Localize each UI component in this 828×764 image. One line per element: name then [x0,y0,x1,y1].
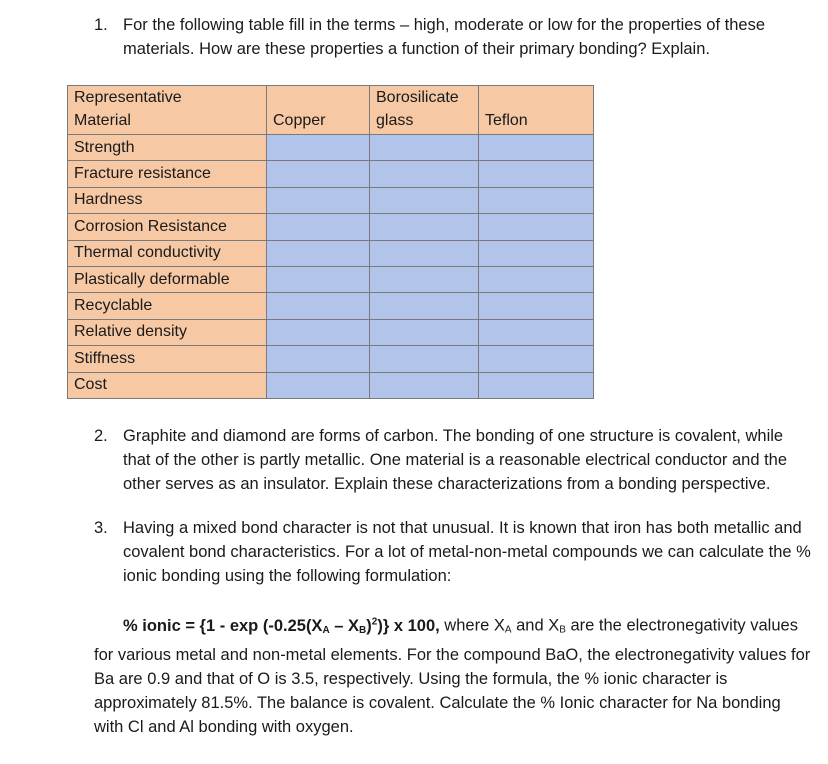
answer-cell[interactable] [370,135,479,161]
formula-sub: A [322,624,330,636]
row-label: Relative density [68,319,267,345]
answer-cell[interactable] [267,135,370,161]
question-3-number: 3. [94,519,108,537]
table-row [68,293,594,319]
answer-cell[interactable] [479,187,594,213]
table-row [68,214,594,240]
answer-cell[interactable] [479,319,594,345]
row-label: Thermal conductivity [68,240,267,266]
formula-bold [123,617,440,635]
formula-part: % ionic = {1 - exp (-0.25(X [123,616,323,635]
header-borosilicate-glass [370,86,479,135]
answer-cell[interactable] [370,319,479,345]
answer-cell[interactable] [479,266,594,292]
formula-part: – X [329,616,360,635]
answer-cell[interactable] [267,240,370,266]
answer-cell[interactable] [370,161,479,187]
answer-cell[interactable] [267,319,370,345]
formula-sub: B [359,624,367,636]
question-3 [94,516,814,588]
answer-cell[interactable] [267,372,370,398]
header-copper: Copper [267,86,370,135]
formula-part: )} x 100, [377,616,440,635]
formula-part: ) [366,616,372,635]
answer-cell[interactable] [370,187,479,213]
formula-text: where X [439,616,505,635]
answer-cell[interactable] [479,240,594,266]
row-label: Corrosion Resistance [68,214,267,240]
answer-cell[interactable] [267,161,370,187]
table-row [68,135,594,161]
row-label: Hardness [68,187,267,213]
table-row [68,266,594,292]
row-label: Strength [68,135,267,161]
formula-paragraph [94,610,814,739]
question-1-number: 1. [94,16,108,34]
answer-cell[interactable] [479,346,594,372]
table-header-row [68,86,594,135]
question-2 [94,424,814,496]
header-col2-line1: Borosilicate [376,89,459,106]
header-representative-material [68,86,267,135]
header-label-line2: Material [74,112,131,129]
answer-cell[interactable] [370,293,479,319]
row-label: Plastically deformable [68,266,267,292]
answer-cell[interactable] [370,372,479,398]
formula-text: and X [511,616,560,635]
header-teflon: Teflon [479,86,594,135]
table-row [68,346,594,372]
row-label: Cost [68,372,267,398]
answer-cell[interactable] [479,135,594,161]
header-label-line1: Representative [74,89,182,106]
answer-cell[interactable] [267,214,370,240]
answer-cell[interactable] [479,372,594,398]
formula-sub: B [559,624,566,636]
formula-sub: A [504,624,512,636]
answer-cell[interactable] [267,187,370,213]
formula-text: are the electronegativity values for various metal and non-metal elements. For the compound BaO, the electronegativity values for Ba are 0.9 and that of O is 3.5, respectively. Using the formula, the % ionic character is approximately 81.5%. The balance is covalent. Calculate the % Ionic character for Na bonding with Cl and Al bonding with oxygen. [94,616,811,736]
answer-cell[interactable] [267,266,370,292]
formula-sup: 2 [371,616,378,627]
answer-cell[interactable] [370,240,479,266]
table-row [68,319,594,345]
properties-table [67,85,594,399]
answer-cell[interactable] [479,293,594,319]
answer-cell[interactable] [370,346,479,372]
answer-cell[interactable] [370,214,479,240]
answer-cell[interactable] [479,214,594,240]
question-1-text: For the following table fill in the terms – high, moderate or low for the properties of these materials. How are these properties a function of their primary bonding? Explain. [123,16,765,58]
answer-cell[interactable] [479,161,594,187]
row-label: Fracture resistance [68,161,267,187]
table-row [68,161,594,187]
table-row [68,372,594,398]
question-3-text: Having a mixed bond character is not that unusual. It is known that iron has both metallic and covalent bond characteristics. For a lot of metal-non-metal compounds we can calculate the % ionic bonding using the following formulation: [123,519,811,585]
question-1 [94,13,814,61]
answer-cell[interactable] [267,346,370,372]
answer-cell[interactable] [370,266,479,292]
table-row [68,187,594,213]
question-2-number: 2. [94,427,108,445]
table-row [68,240,594,266]
row-label: Recyclable [68,293,267,319]
question-2-text: Graphite and diamond are forms of carbon. The bonding of one structure is covalent, while that of the other is partly metallic. One material is a reasonable electrical conductor and the other serves as an insulator. Explain these characterizations from a bonding perspective. [123,427,788,493]
answer-cell[interactable] [267,293,370,319]
row-label: Stiffness [68,346,267,372]
header-col2-line2: glass [376,112,414,129]
